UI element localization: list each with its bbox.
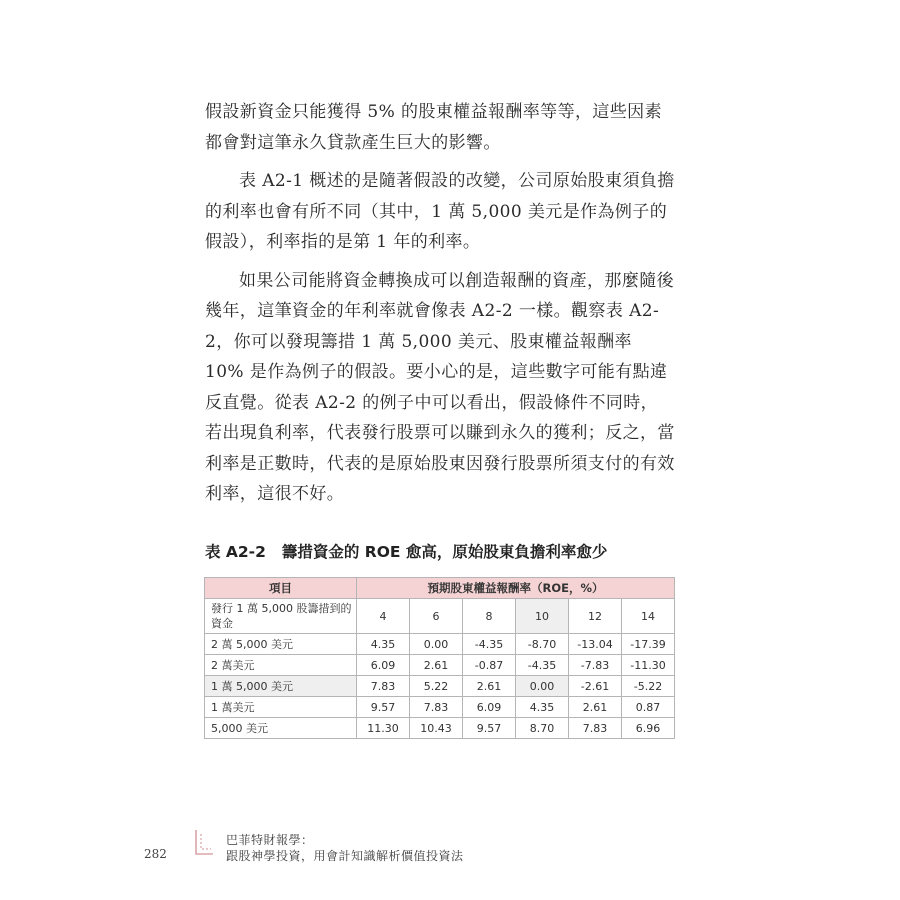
table-row <box>205 655 675 676</box>
table-cell: -8.70 <box>516 634 569 655</box>
book-title <box>226 832 464 864</box>
page-number: 282 <box>144 847 167 861</box>
table-cell: 2.61 <box>569 697 622 718</box>
subheader-label: 發行 1 萬 5,000 股籌措到的資金 <box>205 599 357 634</box>
table-cell: 4.35 <box>357 634 410 655</box>
table-cell: 6.09 <box>357 655 410 676</box>
table-cell: 0.00 <box>410 634 463 655</box>
table-cell: 8.70 <box>516 718 569 739</box>
body-text <box>205 97 675 518</box>
table-cell: -5.22 <box>622 676 675 697</box>
row-label: 5,000 美元 <box>205 718 357 739</box>
table-caption: 籌措資金的 ROE 愈高，原始股東負擔利率愈少 <box>281 543 608 561</box>
table-cell: -4.35 <box>463 634 516 655</box>
table-title <box>205 540 607 562</box>
row-label: 2 萬 5,000 美元 <box>205 634 357 655</box>
roe-value: 12 <box>569 599 622 634</box>
table-row <box>205 697 675 718</box>
table-cell: -11.30 <box>622 655 675 676</box>
roe-value: 14 <box>622 599 675 634</box>
table-row <box>205 676 675 697</box>
table-cell: -17.39 <box>622 634 675 655</box>
table-cell: 5.22 <box>410 676 463 697</box>
table-subheader-row <box>205 599 675 634</box>
table-row <box>205 634 675 655</box>
table-cell: -13.04 <box>569 634 622 655</box>
table-cell: 2.61 <box>463 676 516 697</box>
row-label: 1 萬美元 <box>205 697 357 718</box>
table-cell: 9.57 <box>463 718 516 739</box>
roe-value: 8 <box>463 599 516 634</box>
roe-value: 10 <box>516 599 569 634</box>
header-item: 項目 <box>205 578 357 599</box>
table-cell: 9.57 <box>357 697 410 718</box>
table-cell: -4.35 <box>516 655 569 676</box>
table-cell: 0.87 <box>622 697 675 718</box>
table-cell: 6.09 <box>463 697 516 718</box>
table-cell: 11.30 <box>357 718 410 739</box>
table-cell: -7.83 <box>569 655 622 676</box>
paragraph-3: 如果公司能將資金轉換成可以創造報酬的資產，那麼隨後幾年，這筆資金的年利率就會像表 A2-2 一樣。觀察表 A2-2，你可以發現籌措 1 萬 5,000 美元、股東權益報酬率 10% 是作為例子的假設。要小心的是，這些數字可能有點違反直覺。從表 A2-2 的例子中可以看出，假設條件不同時，若出現負利率，代表發行股票可以賺到永久的獲利；反之，當利率是正數時，代表的是原始股東因發行股票所須支付的有效利率，這很不好。 <box>205 270 675 504</box>
roe-table <box>204 577 675 739</box>
table-cell: 7.83 <box>569 718 622 739</box>
table-header-row <box>205 578 675 599</box>
row-label: 1 萬 5,000 美元 <box>205 676 357 697</box>
paragraph-1: 假設新資金只能獲得 5% 的股東權益報酬率等等，這些因素都會對這筆永久貸款產生巨大的影響。 <box>205 102 662 153</box>
table-cell: 7.83 <box>410 697 463 718</box>
row-label: 2 萬美元 <box>205 655 357 676</box>
book-title-line1: 巴菲特財報學： <box>226 833 314 847</box>
table-cell: 6.96 <box>622 718 675 739</box>
table-row <box>205 718 675 739</box>
table-cell: 2.61 <box>410 655 463 676</box>
book-logo-icon <box>193 826 215 858</box>
table-cell: -0.87 <box>463 655 516 676</box>
table-number: 表 A2-2 <box>205 543 266 561</box>
table-cell: 7.83 <box>357 676 410 697</box>
table-cell: 4.35 <box>516 697 569 718</box>
table-cell: 10.43 <box>410 718 463 739</box>
roe-value: 6 <box>410 599 463 634</box>
table-cell: -2.61 <box>569 676 622 697</box>
table-cell-highlight: 0.00 <box>516 676 569 697</box>
roe-value: 4 <box>357 599 410 634</box>
header-roe: 預期股東權益報酬率（ROE，%） <box>357 578 675 599</box>
paragraph-2: 表 A2-1 概述的是隨著假設的改變，公司原始股東須負擔的利率也會有所不同（其中，1 萬 5,000 美元是作為例子的假設），利率指的是第 1 年的利率。 <box>205 171 675 252</box>
book-title-line2: 跟股神學投資，用會計知識解析價值投資法 <box>226 849 464 863</box>
